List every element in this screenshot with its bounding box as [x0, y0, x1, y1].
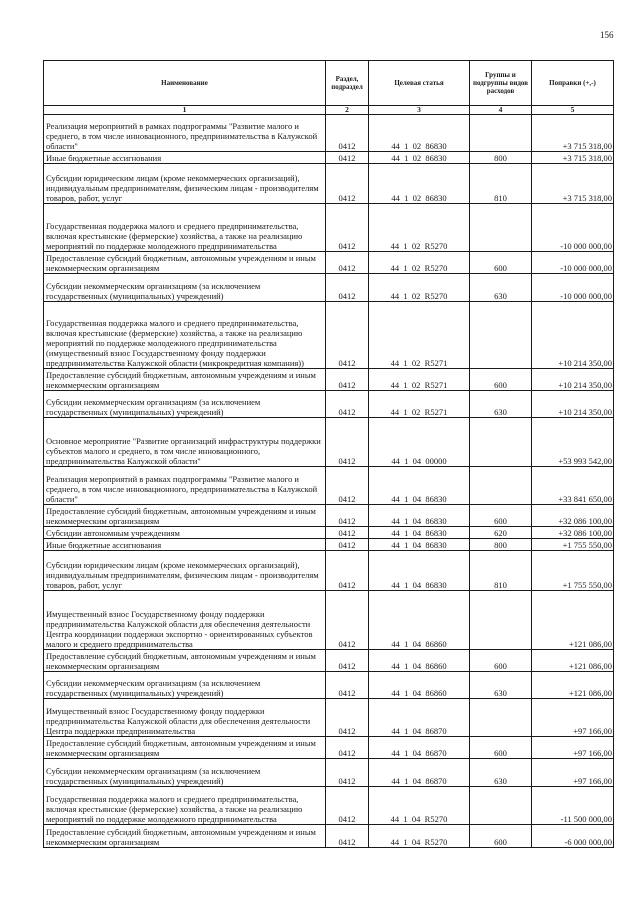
row-amount: +121 086,00: [532, 650, 614, 672]
row-amount: +33 841 650,00: [532, 467, 614, 505]
row-amount: +1 755 550,00: [532, 539, 614, 551]
row-section: 0412: [326, 759, 369, 787]
row-amount: +32 086 100,00: [532, 527, 614, 539]
row-amount: +97 166,00: [532, 699, 614, 737]
table-row: [44, 115, 614, 152]
column-number: 2: [326, 106, 369, 115]
row-section: 0412: [326, 204, 369, 252]
row-target-code: 44 1 04 86830: [369, 527, 470, 539]
budget-table: [43, 60, 614, 848]
row-amount: +53 993 542,00: [532, 418, 614, 467]
row-amount: -10 000 000,00: [532, 252, 614, 274]
row-name: Предоставление субсидий бюджетным, автономным учреждениям и иным некоммерческим организациям: [44, 737, 326, 759]
table-row: [44, 672, 614, 699]
row-section: 0412: [326, 418, 369, 467]
row-amount: -11 500 000,00: [532, 787, 614, 825]
row-expense-group: 810: [470, 551, 532, 591]
row-expense-group: [470, 699, 532, 737]
row-section: 0412: [326, 539, 369, 551]
row-section: 0412: [326, 467, 369, 505]
row-section: 0412: [326, 391, 369, 418]
row-section: 0412: [326, 115, 369, 152]
row-name: Субсидии некоммерческим организациям (за исключением государственных (муниципальных) учреждений): [44, 672, 326, 699]
row-name: Имущественный взнос Государственному фонду поддержки предпринимательства Калужской области для обеспечения деятельности Центра координации поддержки экспортно - ориентированных субъектов малого и среднего предпринимательства: [44, 591, 326, 650]
row-target-code: 44 1 02 R5270: [369, 204, 470, 252]
table-row: [44, 787, 614, 825]
row-name: Государственная поддержка малого и среднего предпринимательства, включая крестьянские (фермерские) хозяйства, а также на реализацию мероприятий по поддержке молодежного предпринимательства: [44, 204, 326, 252]
table-row: [44, 551, 614, 591]
row-target-code: 44 1 04 86870: [369, 759, 470, 787]
row-section: 0412: [326, 551, 369, 591]
row-expense-group: 630: [470, 759, 532, 787]
row-target-code: 44 1 04 86860: [369, 672, 470, 699]
table-row: [44, 759, 614, 787]
row-expense-group: [470, 204, 532, 252]
table-row: [44, 505, 614, 527]
row-expense-group: [470, 115, 532, 152]
row-section: 0412: [326, 505, 369, 527]
row-expense-group: 630: [470, 391, 532, 418]
row-name: Субсидии некоммерческим организациям (за исключением государственных (муниципальных) учреждений): [44, 391, 326, 418]
row-target-code: 44 1 02 86830: [369, 115, 470, 152]
table-row: [44, 467, 614, 505]
page-number: 156: [600, 30, 614, 40]
table-row: [44, 369, 614, 391]
row-name: Предоставление субсидий бюджетным, автономным учреждениям и иным некоммерческим организациям: [44, 369, 326, 391]
row-expense-group: [470, 591, 532, 650]
table-row: [44, 204, 614, 252]
row-section: 0412: [326, 672, 369, 699]
table-row: [44, 650, 614, 672]
row-expense-group: 620: [470, 527, 532, 539]
row-section: 0412: [326, 787, 369, 825]
row-section: 0412: [326, 274, 369, 302]
row-target-code: 44 1 02 R5270: [369, 274, 470, 302]
row-amount: +32 086 100,00: [532, 505, 614, 527]
row-section: 0412: [326, 369, 369, 391]
row-target-code: 44 1 04 86830: [369, 467, 470, 505]
row-expense-group: 630: [470, 274, 532, 302]
row-amount: +121 086,00: [532, 591, 614, 650]
row-amount: +121 086,00: [532, 672, 614, 699]
table-row: [44, 274, 614, 302]
row-target-code: 44 1 04 86860: [369, 591, 470, 650]
row-section: 0412: [326, 737, 369, 759]
row-target-code: 44 1 02 R5271: [369, 302, 470, 369]
row-section: 0412: [326, 650, 369, 672]
row-expense-group: 630: [470, 672, 532, 699]
row-name: Реализация мероприятий в рамках подпрограммы "Развитие малого и среднего, в том числе инновационного, предпринимательства в Калужской области": [44, 115, 326, 152]
row-expense-group: 800: [470, 152, 532, 164]
row-amount: +10 214 350,00: [532, 391, 614, 418]
row-expense-group: 800: [470, 539, 532, 551]
row-name: Субсидии некоммерческим организациям (за исключением государственных (муниципальных) учреждений): [44, 274, 326, 302]
row-target-code: 44 1 02 86830: [369, 152, 470, 164]
table-row: [44, 418, 614, 467]
row-target-code: 44 1 04 86870: [369, 737, 470, 759]
row-section: 0412: [326, 825, 369, 848]
row-expense-group: 600: [470, 825, 532, 848]
row-amount: -10 000 000,00: [532, 204, 614, 252]
table-row: [44, 391, 614, 418]
row-target-code: 44 1 02 R5271: [369, 391, 470, 418]
row-name: Иные бюджетные ассигнования: [44, 152, 326, 164]
column-number: 3: [369, 106, 470, 115]
row-target-code: 44 1 04 R5270: [369, 787, 470, 825]
row-amount: +1 755 550,00: [532, 551, 614, 591]
table-row: [44, 699, 614, 737]
header-name: Наименование: [44, 61, 326, 106]
row-name: Реализация мероприятий в рамках подпрограммы "Развитие малого и среднего, в том числе инновационного, предпринимательства в Калужской области": [44, 467, 326, 505]
row-expense-group: [470, 302, 532, 369]
table-row: [44, 302, 614, 369]
row-name: Предоставление субсидий бюджетным, автономным учреждениям и иным некоммерческим организациям: [44, 252, 326, 274]
row-name: Субсидии автономным учреждениям: [44, 527, 326, 539]
row-amount: +10 214 350,00: [532, 302, 614, 369]
row-name: Государственная поддержка малого и среднего предпринимательства, включая крестьянские (фермерские) хозяйства, а также на реализацию мероприятий по поддержке молодежного предпринимательства: [44, 787, 326, 825]
table-row: [44, 737, 614, 759]
row-target-code: 44 1 04 R5270: [369, 825, 470, 848]
table-row: [44, 825, 614, 848]
row-name: Государственная поддержка малого и среднего предпринимательства, включая крестьянские (фермерские) хозяйства, а также на реализацию мероприятий по поддержке молодежного предпринимательства (имущественный взнос Государственному фонду поддержки предпринимательства Калужской области (микрокредитная компания)): [44, 302, 326, 369]
row-expense-group: [470, 787, 532, 825]
header-target: Целевая статья: [369, 61, 470, 106]
row-target-code: 44 1 02 86830: [369, 164, 470, 204]
row-name: Иные бюджетные ассигнования: [44, 539, 326, 551]
row-amount: +97 166,00: [532, 737, 614, 759]
table-row: [44, 152, 614, 164]
table-header-row: [44, 61, 614, 106]
row-amount: +3 715 318,00: [532, 152, 614, 164]
row-expense-group: 810: [470, 164, 532, 204]
row-expense-group: [470, 467, 532, 505]
row-amount: -6 000 000,00: [532, 825, 614, 848]
row-target-code: 44 1 04 86830: [369, 505, 470, 527]
row-target-code: 44 1 02 R5270: [369, 252, 470, 274]
header-amount: Поправки (+,-): [532, 61, 614, 106]
table-row: [44, 591, 614, 650]
row-section: 0412: [326, 527, 369, 539]
row-expense-group: [470, 418, 532, 467]
row-name: Предоставление субсидий бюджетным, автономным учреждениям и иным некоммерческим организациям: [44, 825, 326, 848]
column-number: 5: [532, 106, 614, 115]
column-number: 4: [470, 106, 532, 115]
row-amount: +10 214 350,00: [532, 369, 614, 391]
row-name: Субсидии юридическим лицам (кроме некоммерческих организаций), индивидуальным предпринимателям, физическим лицам - производителям товаров, работ, услуг: [44, 551, 326, 591]
row-target-code: 44 1 04 86870: [369, 699, 470, 737]
row-section: 0412: [326, 152, 369, 164]
row-expense-group: 600: [470, 505, 532, 527]
row-expense-group: 600: [470, 737, 532, 759]
table-row: [44, 252, 614, 274]
row-section: 0412: [326, 591, 369, 650]
row-section: 0412: [326, 252, 369, 274]
row-target-code: 44 1 02 R5271: [369, 369, 470, 391]
row-target-code: 44 1 04 86830: [369, 551, 470, 591]
row-name: Субсидии некоммерческим организациям (за исключением государственных (муниципальных) учреждений): [44, 759, 326, 787]
row-name: Основное мероприятие "Развитие организаций инфраструктуры поддержки субъектов малого и среднего, в том числе инновационного, предпринимательства Калужской области": [44, 418, 326, 467]
table-row: [44, 527, 614, 539]
row-name: Предоставление субсидий бюджетным, автономным учреждениям и иным некоммерческим организациям: [44, 505, 326, 527]
row-name: Предоставление субсидий бюджетным, автономным учреждениям и иным некоммерческим организациям: [44, 650, 326, 672]
table-row: [44, 539, 614, 551]
row-target-code: 44 1 04 00000: [369, 418, 470, 467]
row-amount: +97 166,00: [532, 759, 614, 787]
row-name: Имущественный взнос Государственному фонду поддержки предпринимательства Калужской области для обеспечения деятельности Центра поддержки предпринимательства: [44, 699, 326, 737]
row-expense-group: 600: [470, 650, 532, 672]
row-amount: +3 715 318,00: [532, 115, 614, 152]
table-row: [44, 164, 614, 204]
row-target-code: 44 1 04 86830: [369, 539, 470, 551]
row-section: 0412: [326, 302, 369, 369]
row-section: 0412: [326, 164, 369, 204]
row-target-code: 44 1 04 86860: [369, 650, 470, 672]
row-expense-group: 600: [470, 369, 532, 391]
table-body: [44, 115, 614, 848]
column-number: 1: [44, 106, 326, 115]
row-amount: +3 715 318,00: [532, 164, 614, 204]
header-group: Группы и подгруппы видов расходов: [470, 61, 532, 106]
header-section: Раздел, подраздел: [326, 61, 369, 106]
row-expense-group: 600: [470, 252, 532, 274]
row-name: Субсидии юридическим лицам (кроме некоммерческих организаций), индивидуальным предпринимателям, физическим лицам - производителям товаров, работ, услуг: [44, 164, 326, 204]
row-amount: -10 000 000,00: [532, 274, 614, 302]
row-section: 0412: [326, 699, 369, 737]
column-number-row: [44, 106, 614, 115]
